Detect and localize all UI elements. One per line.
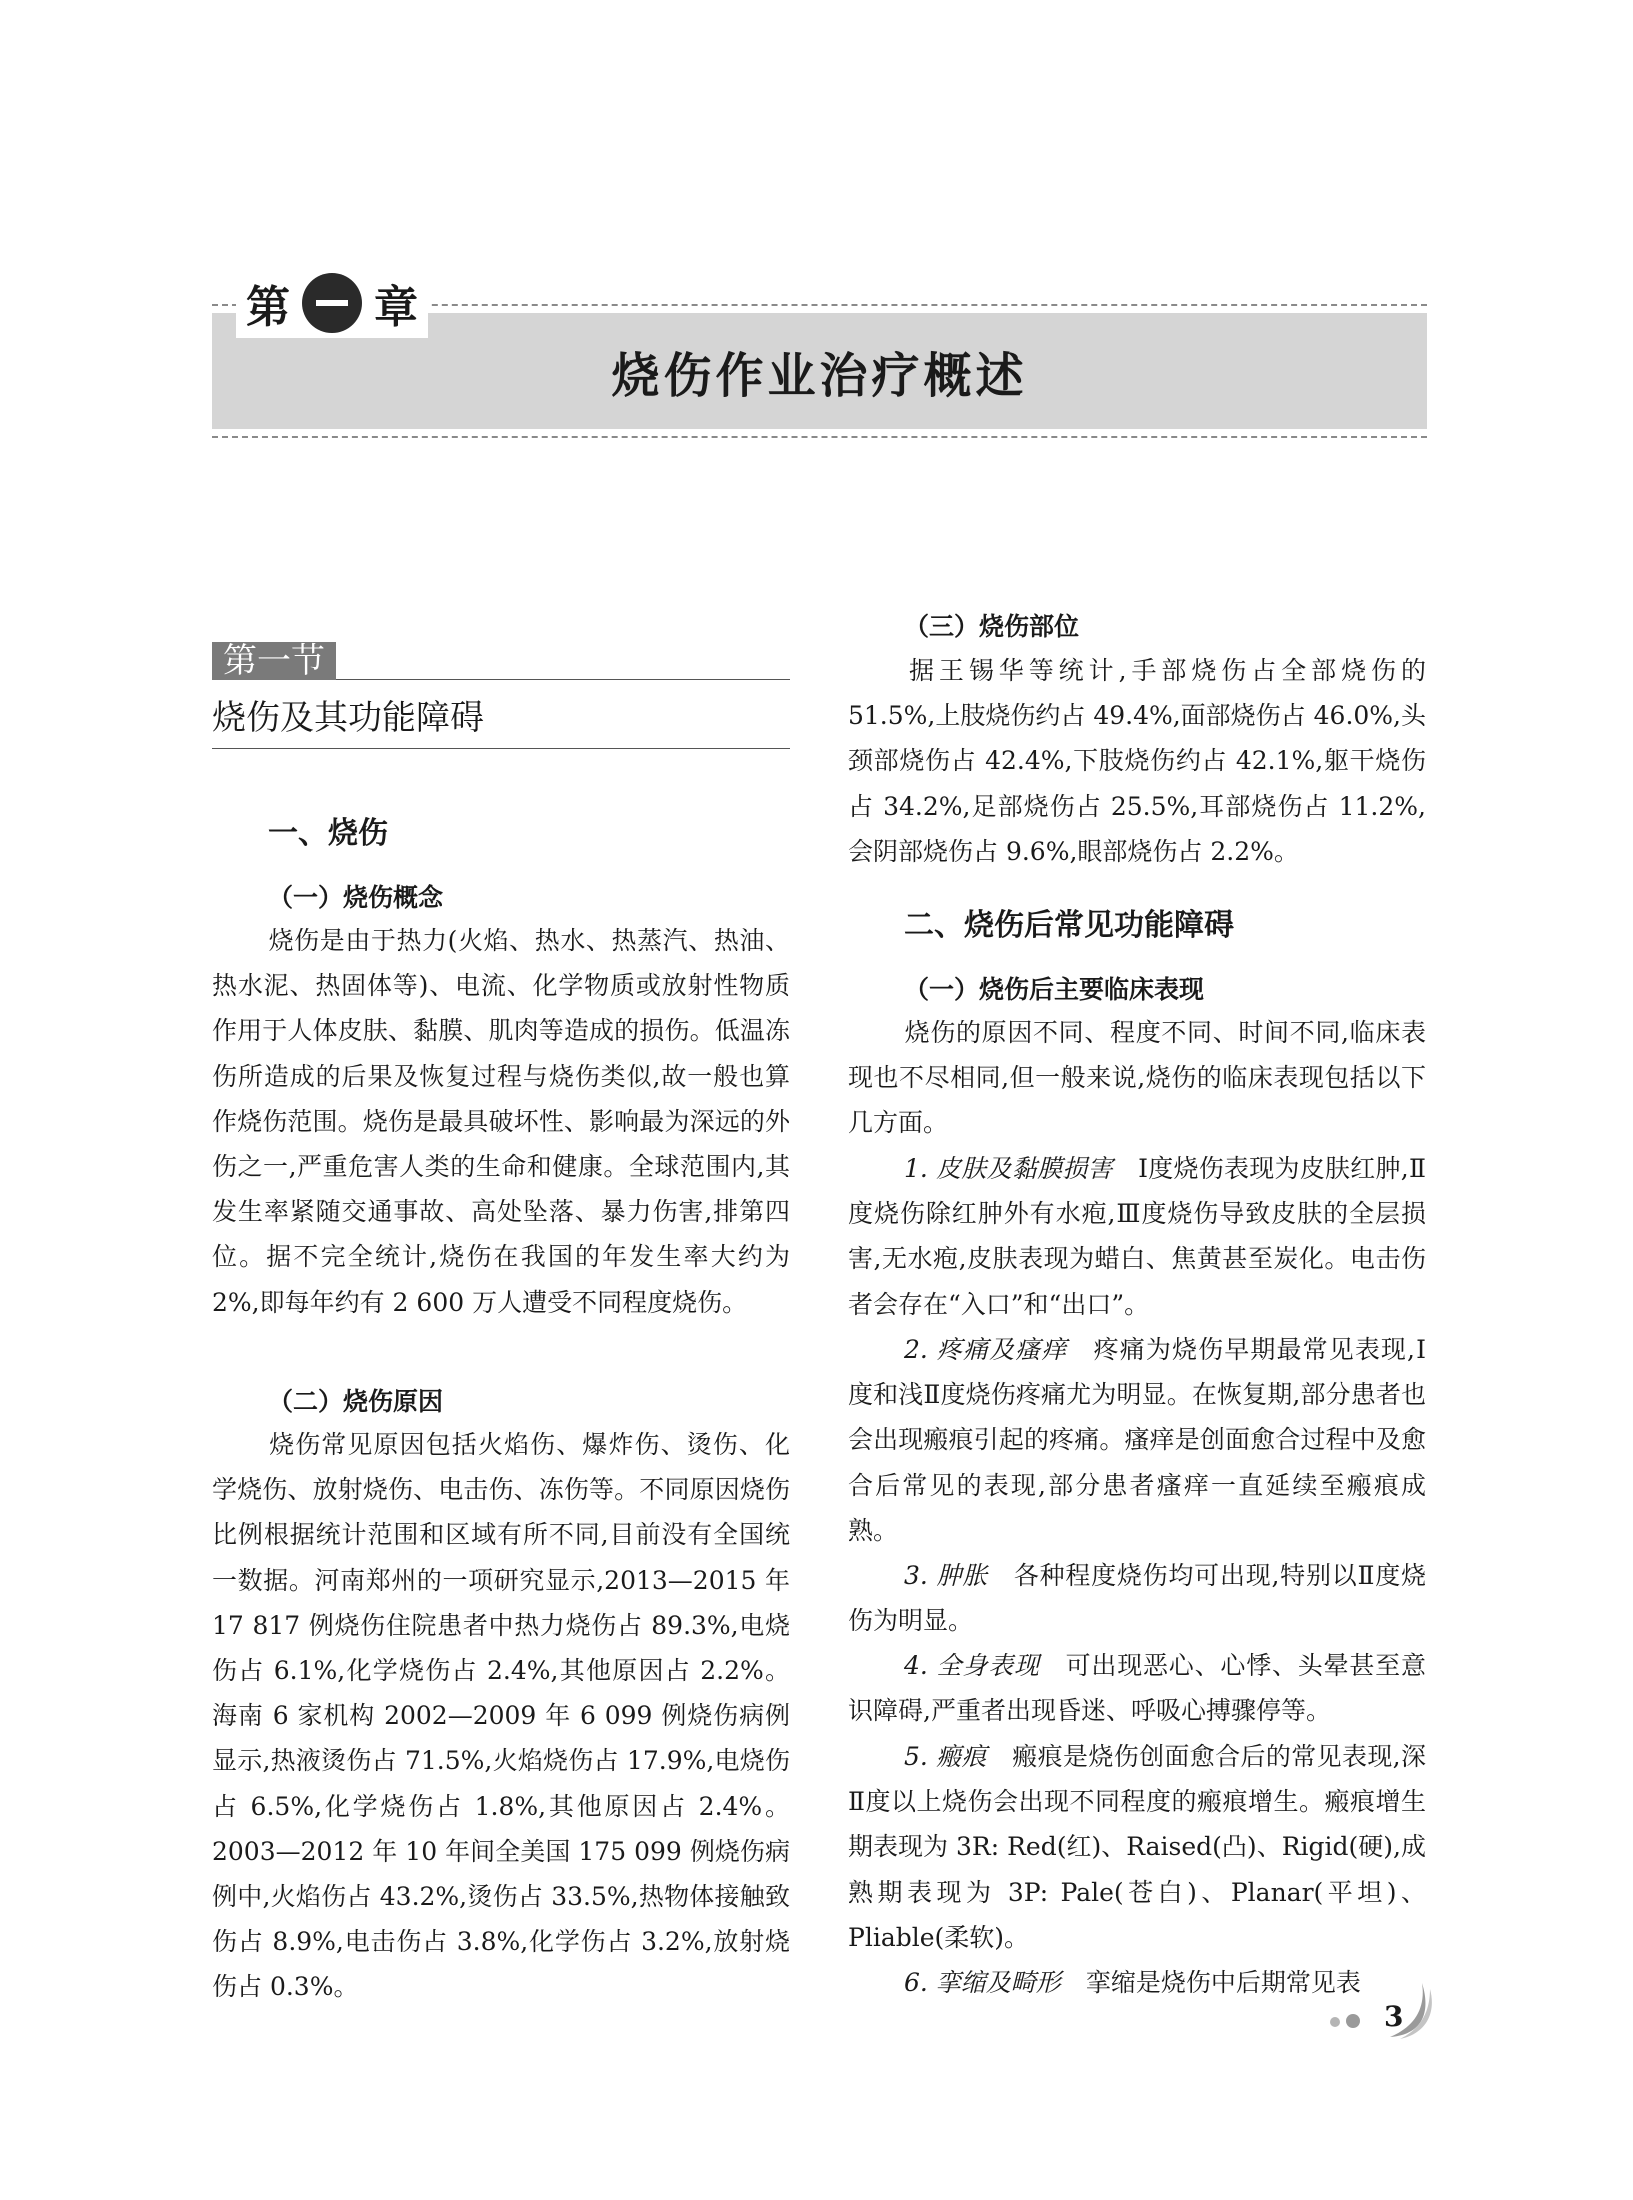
list-item-systemic: 4. 全身表现 可出现恶心、心悸、头晕甚至意识障碍,严重者出现昏迷、呼吸心搏骤停等。: [848, 1651, 1426, 1726]
heading-burn-sites: （三）烧伤部位: [904, 612, 1080, 641]
page-ornament-dot: [1346, 2014, 1360, 2028]
section-top-rule: [336, 679, 790, 680]
heading-burn-causes: （二）烧伤原因: [268, 1387, 444, 1416]
list-item-lead: 6. 挛缩及畸形: [904, 1968, 1061, 1997]
list-item-lead: 5. 瘢痕: [904, 1742, 987, 1771]
paragraph-clinical-intro: 烧伤的原因不同、程度不同、时间不同,临床表现也不尽相同,但一般来说,烧伤的临床表现包括以下几方面。: [848, 1018, 1426, 1138]
list-item-swelling: 3. 肿胀 各种程度烧伤均可出现,特别以Ⅱ度烧伤为明显。: [848, 1561, 1426, 1636]
list-item-lead: 3. 肿胀: [904, 1561, 989, 1590]
page-ornament-swoosh-icon: [1370, 1975, 1440, 2045]
list-item-contracture: 6. 挛缩及畸形 挛缩是烧伤中后期常见表: [904, 1968, 1361, 1997]
heading-dysfunction: 二、烧伤后常见功能障碍: [904, 908, 1234, 943]
list-item-pain-itch: 2. 疼痛及瘙痒 疼痛为烧伤早期最常见表现,Ⅰ度和浅Ⅱ度烧伤疼痛尤为明显。在恢复期,部分患者也会出现瘢痕引起的疼痛。瘙痒是创面愈合过程中及愈合后常见的表现,部分患者瘙痒一直延续至瘢痕成熟。: [848, 1335, 1426, 1545]
heading-burn-concept: （一）烧伤概念: [268, 883, 444, 912]
paragraph-burn-causes: 烧伤常见原因包括火焰伤、爆炸伤、烫伤、化学烧伤、放射烧伤、电击伤、冻伤等。不同原因烧伤比例根据统计范围和区域有所不同,目前没有全国统一数据。河南郑州的一项研究显示,2013—2015 年 17 817 例烧伤住院患者中热力烧伤占 89.3%,电烧伤占 6.1%,化学烧伤占 2.4%,其他原因占 2.2%。海南 6 家机构 2002—2009 年 6 099 例烧伤病例显示,热液烫伤占 71.5%,火焰烧伤占 17.9%,电烧伤占 6.5%,化学烧伤占 1.8%,其他原因占 2.4%。2003—2012 年 10 年间全美国 175 099 例烧伤病例中,火焰伤占 43.2%,烫伤占 33.5%,热物体接触致伤占 8.9%,电击伤占 3.8%,化学伤占 3.2%,放射烧伤占 0.3%。: [212, 1430, 790, 2002]
chapter-title: 烧伤作业治疗概述: [611, 347, 1028, 404]
page-ornament-dot: [1330, 2017, 1340, 2027]
list-item-skin-damage: 1. 皮肤及黏膜损害 Ⅰ度烧伤表现为皮肤红肿,Ⅱ度烧伤除红肿外有水疱,Ⅲ度烧伤导致皮肤的全层损害,无水疱,皮肤表现为蜡白、焦黄甚至炭化。电击伤者会存在“入口”和“出口”。: [848, 1154, 1426, 1319]
paragraph-burn-concept: 烧伤是由于热力(火焰、热水、热蒸汽、热油、热水泥、热固体等)、电流、化学物质或放射性物质作用于人体皮肤、黏膜、肌肉等造成的损伤。低温冻伤所造成的后果及恢复过程与烧伤类似,故一般也算作烧伤范围。烧伤是最具破坏性、影响最为深远的外伤之一,严重危害人类的生命和健康。全球范围内,其发生率紧随交通事故、高处坠落、暴力伤害,排第四位。据不完全统计,烧伤在我国的年发生率大约为 2%,即每年约有 2 600 万人遭受不同程度烧伤。: [212, 926, 790, 1317]
chapter-number-glyph: [316, 300, 348, 306]
section-bottom-rule: [212, 748, 790, 749]
list-item-scar: 5. 瘢痕 瘢痕是烧伤创面愈合后的常见表现,深Ⅱ度以上烧伤会出现不同程度的瘢痕增生。瘢痕增生期表现为 3R: Red(红)、Raised(凸)、Rigid(硬),成熟期表现为 3P: Pale(苍白)、Planar(平坦)、Pliable(柔软)。: [848, 1742, 1426, 1952]
list-item-lead: 2. 疼痛及瘙痒: [904, 1335, 1068, 1364]
heading-burns: 一、烧伤: [268, 816, 388, 851]
paragraph-burn-sites: 据王锡华等统计,手部烧伤占全部烧伤的 51.5%,上肢烧伤约占 49.4%,面部烧伤占 46.0%,头颈部烧伤占 42.4%,下肢烧伤约占 42.1%,躯干烧伤占 34.2%,足部烧伤占 25.5%,耳部烧伤占 11.2%,会阴部烧伤占 9.6%,眼部烧伤占 2.2%。: [848, 656, 1426, 866]
section-tag: 第一节: [212, 642, 336, 680]
chapter-bottom-dashed-rule: [212, 436, 1427, 438]
section-title: 烧伤及其功能障碍: [212, 698, 484, 738]
heading-clinical-manifestations: （一）烧伤后主要临床表现: [904, 975, 1205, 1004]
page-number: 3: [1384, 2000, 1404, 2033]
chapter-word-left: 第: [246, 282, 290, 333]
list-item-lead: 1. 皮肤及黏膜损害: [904, 1154, 1113, 1183]
list-item-lead: 4. 全身表现: [904, 1651, 1040, 1680]
chapter-word-right: 章: [374, 282, 418, 333]
